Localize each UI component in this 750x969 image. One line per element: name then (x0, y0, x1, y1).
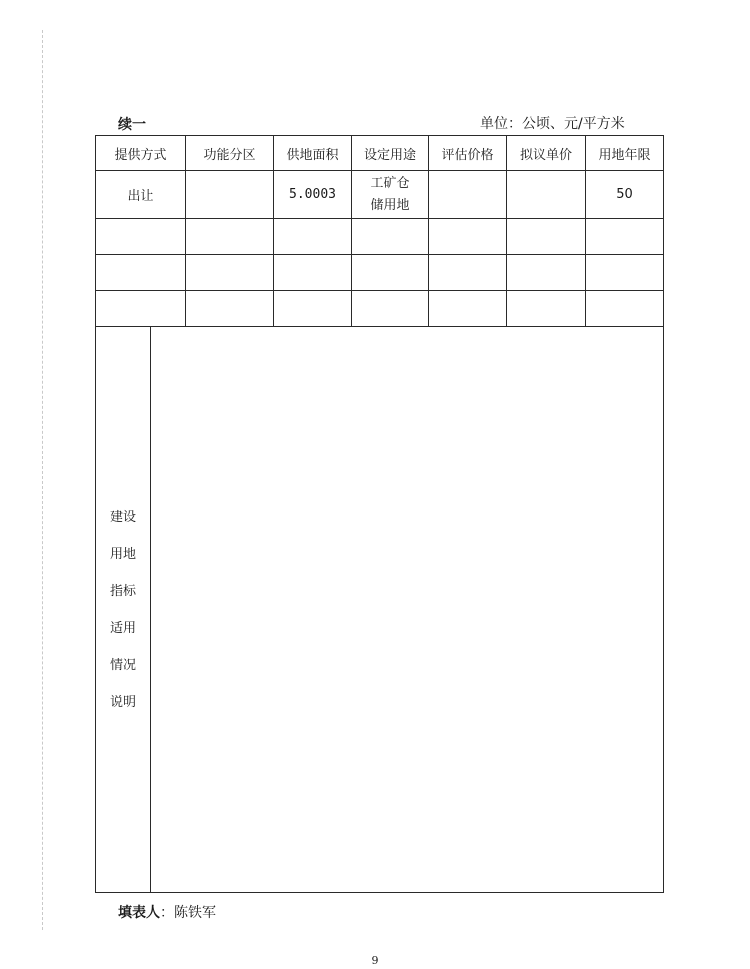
column-header-unit-price: 拟议单价 (507, 136, 586, 171)
filler-name: 陈铁军 (174, 905, 216, 921)
empty-cell (352, 291, 429, 327)
empty-cell (186, 255, 274, 291)
side-label-line: 指标 (109, 583, 136, 599)
empty-cell (507, 255, 586, 291)
empty-cell (352, 219, 429, 255)
column-header-area: 供地面积 (274, 136, 352, 171)
continuation-label: 续一 (118, 117, 146, 133)
page-number: 9 (371, 954, 379, 967)
column-header-price: 评估价格 (429, 136, 507, 171)
table-row (96, 255, 664, 291)
column-header-method: 提供方式 (96, 136, 186, 171)
side-label-line: 情况 (109, 657, 136, 673)
empty-cell (586, 219, 664, 255)
cell-use-line1: 工矿仓 (370, 175, 410, 191)
side-label-line: 适用 (109, 620, 136, 636)
empty-cell (586, 291, 664, 327)
empty-cell (586, 255, 664, 291)
description-content-cell (151, 327, 664, 893)
empty-cell (274, 219, 352, 255)
empty-cell (274, 255, 352, 291)
cell-area: 5.0003 (274, 171, 352, 219)
filler-label: 填表人 (118, 905, 160, 921)
description-row (96, 327, 664, 893)
table-row (96, 219, 664, 255)
empty-cell (429, 291, 507, 327)
form-filler (118, 902, 216, 922)
empty-cell (429, 255, 507, 291)
empty-cell (96, 291, 186, 327)
column-header-use: 设定用途 (352, 136, 429, 171)
cell-price (429, 171, 507, 219)
side-label-line: 用地 (109, 546, 136, 562)
cell-method: 出让 (96, 171, 186, 219)
column-header-years: 用地年限 (586, 136, 664, 171)
empty-cell (274, 291, 352, 327)
cell-years: 50 (586, 171, 664, 219)
description-side-label (96, 327, 151, 893)
cell-zone (186, 171, 274, 219)
empty-cell (352, 255, 429, 291)
empty-cell (186, 219, 274, 255)
empty-cell (507, 219, 586, 255)
empty-cell (96, 219, 186, 255)
binding-margin-line (42, 30, 43, 930)
table-row (96, 291, 664, 327)
side-label-line: 说明 (109, 694, 136, 710)
cell-use (352, 171, 429, 219)
side-label-line: 建设 (109, 509, 136, 525)
filler-separator: ： (160, 905, 174, 921)
empty-cell (96, 255, 186, 291)
cell-unit-price (507, 171, 586, 219)
empty-cell (507, 291, 586, 327)
table-header-row (96, 136, 664, 171)
land-supply-table (95, 135, 664, 893)
unit-label: 单位：公顷、元/平方米 (480, 116, 625, 132)
cell-use-line2: 储用地 (370, 197, 410, 213)
empty-cell (429, 219, 507, 255)
table-row (96, 171, 664, 219)
column-header-zone: 功能分区 (186, 136, 274, 171)
empty-cell (186, 291, 274, 327)
